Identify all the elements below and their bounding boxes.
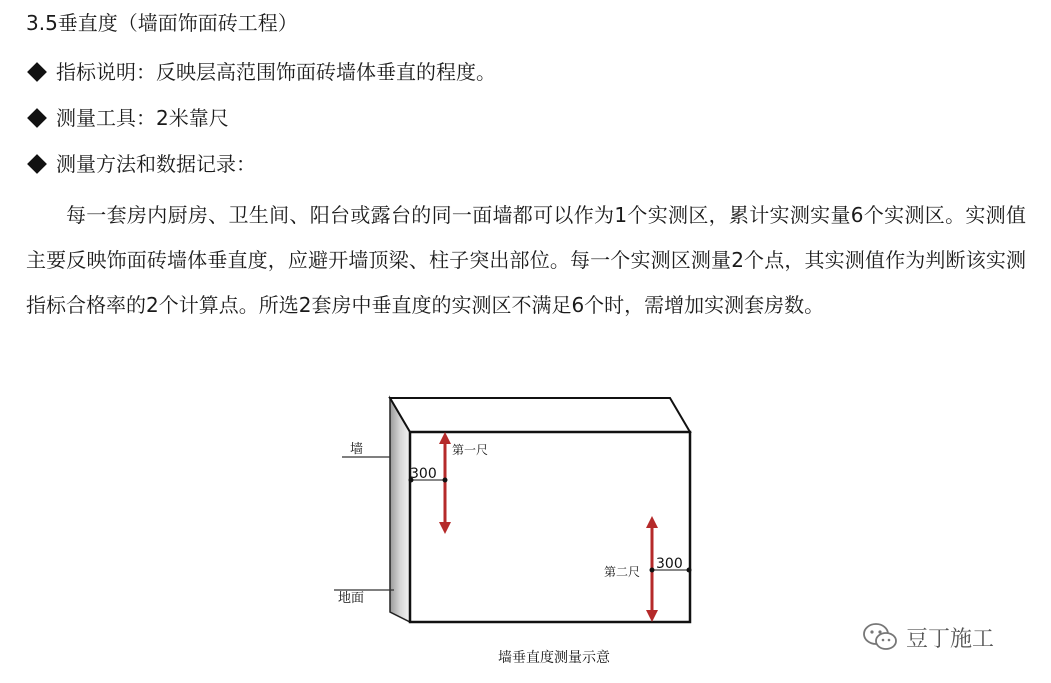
bullet-label: 指标说明： <box>56 60 156 84</box>
section-heading: 3.5垂直度（墙面饰面砖工程） <box>26 11 298 35</box>
figure-caption: 墙垂直度测量示意 <box>498 650 610 666</box>
diamond-bullet-icon <box>27 62 47 82</box>
first-offset-value: 300 <box>410 466 437 482</box>
wall-side-face <box>390 398 410 622</box>
bullet-tool <box>26 103 229 133</box>
wall-label: 墙 <box>350 442 364 457</box>
bullet-text: 反映层高范围饰面砖墙体垂直的程度。 <box>156 60 496 84</box>
bullet-label: 测量方法和数据记录： <box>56 152 256 176</box>
floor-label: 地面 <box>338 591 365 606</box>
first-ruler-label: 第一尺 <box>452 443 489 457</box>
diamond-bullet-icon <box>27 108 47 128</box>
bullet-method <box>26 149 256 179</box>
watermark-text: 豆丁施工 <box>906 626 995 652</box>
second-offset-point-right <box>687 568 692 573</box>
bullet-text: 2米靠尺 <box>156 106 229 130</box>
wall-top-face <box>390 398 690 432</box>
bullet-indicator <box>26 57 496 87</box>
watermark <box>862 620 994 654</box>
second-ruler-label: 第二尺 <box>604 565 641 579</box>
first-offset-point-right <box>443 478 448 483</box>
diamond-bullet-icon <box>27 154 47 174</box>
method-paragraph: 每一套房内厨房、卫生间、阳台或露台的同一面墙都可以作为1个实测区，累计实测实量6个实测区。实测值主要反映饰面砖墙体垂直度，应避开墙顶梁、柱子突出部位。每一个实测区测量2个点，其实测值作为判断该实测指标合格率的2个计算点。所选2套房中垂直度的实测区不满足6个时，需增加实测套房数。 <box>26 203 1026 317</box>
second-offset-point-left <box>650 568 655 573</box>
second-offset-value: 300 <box>656 556 683 572</box>
bullet-label: 测量工具： <box>56 106 156 130</box>
wall-verticality-diagram <box>330 390 710 670</box>
diagram-svg <box>330 390 710 670</box>
wechat-icon <box>862 622 898 652</box>
